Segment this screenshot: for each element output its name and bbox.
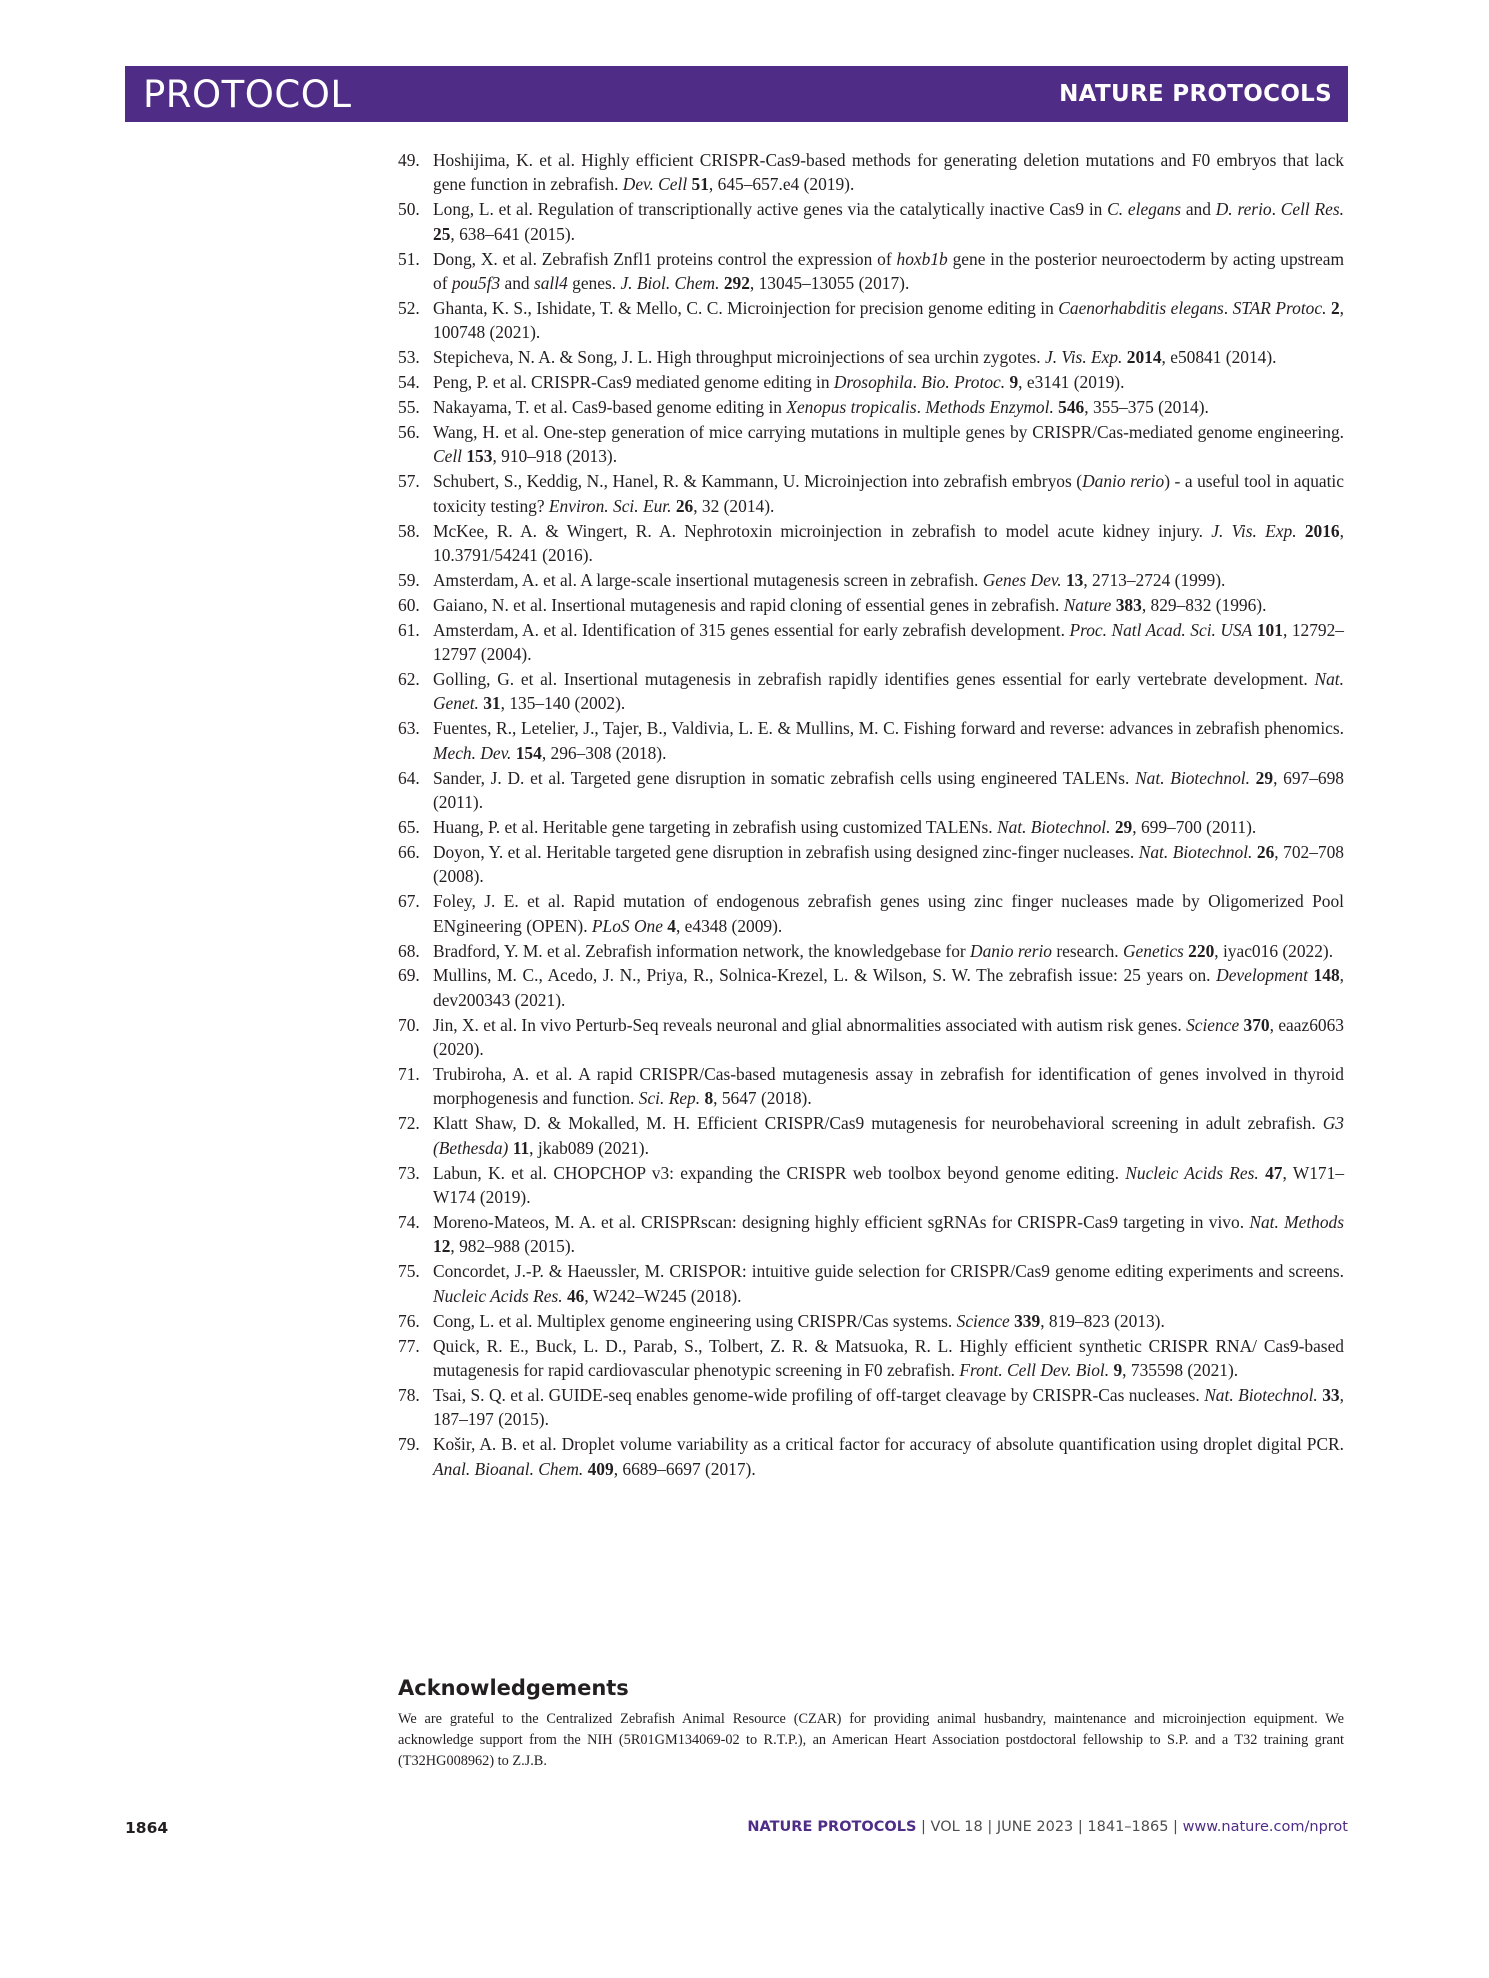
reference-number: 63. (398, 718, 420, 739)
reference-item (398, 716, 1344, 765)
page-number: 1864 (125, 1819, 169, 1837)
reference-text: Peng, P. et al. CRISPR-Cas9 mediated genome editing in (433, 372, 834, 393)
reference-italic: Cell Res. (1280, 199, 1344, 220)
reference-text: , 2713–2724 (1999). (1083, 569, 1226, 590)
footer-pages: 1841–1865 (1087, 1819, 1169, 1835)
reference-number: 55. (398, 397, 420, 418)
reference-item (398, 148, 1344, 197)
reference-text: Doyon, Y. et al. Heritable targeted gene disruption in zebrafish using designed zinc-finger nucleases. (433, 841, 1139, 862)
reference-item (398, 593, 1344, 617)
reference-text: , 187–197 (2015). (433, 1384, 1344, 1430)
reference-volume: 33 (1322, 1384, 1340, 1405)
reference-volume: 31 (483, 693, 501, 714)
reference-italic: Nat. Methods (1249, 1211, 1344, 1232)
reference-item (398, 1210, 1344, 1259)
reference-text: , 829–832 (1996). (1141, 594, 1267, 615)
reference-italic: Anal. Bioanal. Chem. (433, 1458, 584, 1479)
reference-volume: 2 (1330, 297, 1340, 318)
reference-text: Košir, A. B. et al. Droplet volume variability as a critical factor for accuracy of absolute quantification using droplet digital PCR. (433, 1434, 1344, 1455)
reference-text: genes. (567, 273, 621, 294)
reference-text: and (1181, 199, 1216, 220)
reference-volume: 220 (1188, 940, 1215, 961)
reference-item (398, 420, 1344, 469)
reference-text: , 645–657.e4 (2019). (708, 174, 855, 195)
reference-italic: Nucleic Acids Res. (433, 1285, 563, 1306)
reference-item (398, 247, 1344, 296)
reference-italic: sall4 (533, 273, 568, 294)
reference-italic: Science (956, 1310, 1010, 1331)
reference-item (398, 395, 1344, 419)
footer-separator: | (982, 1819, 997, 1835)
reference-text: , 135–140 (2002). (500, 693, 626, 714)
reference-volume: 8 (704, 1088, 714, 1109)
reference-italic: STAR Protoc. (1232, 297, 1327, 318)
reference-volume: 46 (566, 1285, 585, 1306)
reference-italic: C. elegans (1107, 199, 1182, 220)
reference-text: , dev200343 (2021). (433, 965, 1344, 1010)
reference-text: , 910–918 (2013). (492, 446, 618, 467)
reference-italic: J. Biol. Chem. (620, 273, 720, 294)
reference-text: Wang, H. et al. One-step generation of mice carrying mutations in multiple genes by CRISPR/Cas-mediated genome engineering. (433, 421, 1344, 442)
journal-name: NATURE PROTOCOLS (1059, 81, 1332, 107)
reference-text: Golling, G. et al. Insertional mutagenesis in zebrafish rapidly identifies genes essential for early vertebrate development. (433, 669, 1315, 690)
reference-italic: Nat. Biotechnol. (996, 816, 1111, 837)
reference-text: Mullins, M. C., Acedo, J. N., Priya, R., Solnica-Krezel, L. & Wilson, S. W. The zebrafish issue: 25 years on. (433, 965, 1217, 986)
reference-text: Tsai, S. Q. et al. GUIDE-seq enables genome-wide profiling of off-target cleavage by CRISPR-Cas nucleases. (433, 1384, 1205, 1405)
reference-text: , 13045–13055 (2017). (749, 273, 910, 294)
reference-volume: 26 (1256, 841, 1275, 862)
reference-number: 62. (398, 669, 420, 690)
reference-volume: 13 (1065, 569, 1084, 590)
reference-text: , 10.3791/54241 (2016). (433, 520, 1344, 565)
reference-number: 66. (398, 841, 420, 862)
reference-item (398, 568, 1344, 592)
reference-text: Stepicheva, N. A. & Song, J. L. High throughput microinjections of sea urchin zygotes. (433, 347, 1045, 368)
reference-italic: Environ. Sci. Eur. (548, 495, 672, 516)
reference-italic: Xenopus tropicalis (786, 397, 917, 418)
reference-italic: Bio. Protoc. (921, 372, 1006, 393)
reference-italic: Nucleic Acids Res. (1125, 1162, 1259, 1183)
reference-text: , 735598 (2021). (1122, 1359, 1239, 1380)
reference-item (398, 519, 1344, 568)
reference-italic: Science (1186, 1014, 1240, 1035)
reference-volume: 154 (515, 742, 542, 763)
reference-number: 64. (398, 767, 420, 788)
reference-volume: 9 (1113, 1359, 1123, 1380)
reference-italic: Danio rerio (970, 940, 1052, 961)
reference-item (398, 618, 1344, 667)
reference-italic: Proc. Natl Acad. Sci. USA (1069, 619, 1253, 640)
reference-text: Quick, R. E., Buck, L. D., Parab, S., Tolbert, Z. R. & Matsuoka, R. L. Highly efficient synthetic CRISPR RNA/ Cas9-based mutagenesis for rapid cardiovascular phenotypic screening in F0 zebrafish. (433, 1335, 1344, 1380)
reference-item (398, 1062, 1344, 1111)
reference-item (398, 815, 1344, 839)
reference-number: 73. (398, 1162, 420, 1183)
header-bar (125, 66, 1348, 122)
reference-italic: Sci. Rep. (638, 1088, 701, 1109)
reference-item (398, 1383, 1344, 1432)
reference-text: , W171–W174 (2019). (433, 1162, 1345, 1208)
reference-item (398, 766, 1344, 815)
reference-italic: J. Vis. Exp. (1044, 347, 1123, 368)
reference-number: 69. (398, 965, 420, 986)
reference-text: , jkab089 (2021). (529, 1137, 649, 1158)
reference-item (398, 296, 1344, 345)
footer-separator: | (1073, 1819, 1088, 1835)
reference-item (398, 667, 1344, 716)
reference-number: 68. (398, 940, 420, 961)
reference-number: 77. (398, 1335, 420, 1356)
reference-text: Klatt Shaw, D. & Mokalled, M. H. Efficient CRISPR/Cas9 mutagenesis for neurobehavioral screening in adult zebrafish. (433, 1113, 1323, 1134)
reference-text: , 355–375 (2014). (1084, 397, 1209, 418)
footer-volume: VOL 18 (930, 1819, 983, 1835)
reference-text: , 6689–6697 (2017). (613, 1458, 756, 1479)
reference-text: Amsterdam, A. et al. Identification of 315 genes essential for early zebrafish development. (433, 619, 1070, 640)
reference-text: . (1271, 199, 1281, 220)
reference-italic: Nature (1063, 594, 1112, 615)
reference-number: 74. (398, 1211, 420, 1232)
reference-number: 50. (398, 199, 420, 220)
reference-item (398, 197, 1344, 246)
reference-item (398, 1111, 1344, 1160)
reference-number: 75. (398, 1261, 420, 1282)
reference-volume: 12 (433, 1236, 451, 1257)
reference-text: , e3141 (2019). (1018, 372, 1125, 393)
reference-text: , 982–988 (2015). (450, 1236, 576, 1257)
reference-italic: pou5f3 (451, 273, 501, 294)
reference-text: , 819–823 (2013). (1040, 1310, 1165, 1331)
reference-number: 59. (398, 569, 420, 590)
reference-italic: Genes Dev. (982, 569, 1062, 590)
reference-text: Foley, J. E. et al. Rapid mutation of endogenous zebrafish genes using zinc finger nucleases made by Oligomerized Pool ENgineering (OPEN). (433, 891, 1344, 936)
reference-text: . (1223, 297, 1233, 318)
reference-italic: Genetics (1122, 940, 1184, 961)
reference-text: ) - a useful tool in aquatic toxicity testing? (433, 471, 1344, 516)
reference-list (398, 148, 1344, 1481)
reference-item (398, 840, 1344, 889)
reference-italic: Nat. Biotechnol. (1138, 841, 1253, 862)
reference-italic: Methods Enzymol. (925, 397, 1054, 418)
acknowledgements-text: We are grateful to the Centralized Zebrafish Animal Resource (CZAR) for providing animal husbandry, maintenance and microinjection equipment. We acknowledge support from the NIH (5R01GM134069-02 to R.T.P.), an American Heart Association postdoctoral fellowship to S.P. and a T32 training grant (T32HG008962) to Z.J.B. (398, 1711, 1344, 1769)
reference-volume: 11 (512, 1137, 530, 1158)
reference-volume: 9 (1009, 372, 1019, 393)
reference-item (398, 963, 1344, 1012)
reference-item (398, 1432, 1344, 1481)
reference-text: . (916, 397, 926, 418)
reference-text: , e50841 (2014). (1161, 347, 1277, 368)
reference-text: , 638–641 (2015). (450, 223, 576, 244)
reference-text: Cong, L. et al. Multiplex genome engineering using CRISPR/Cas systems. (433, 1310, 957, 1331)
reference-italic: Mech. Dev. (433, 742, 512, 763)
reference-italic: Cell (433, 446, 462, 467)
reference-volume: 29 (1255, 767, 1274, 788)
reference-text: , iyac016 (2022). (1214, 940, 1334, 961)
footer-separator: | (1168, 1819, 1183, 1835)
reference-number: 56. (398, 421, 420, 442)
reference-italic: D. rerio (1215, 199, 1272, 220)
reference-number: 65. (398, 816, 420, 837)
reference-volume: 370 (1243, 1014, 1270, 1035)
reference-text: , W242–W245 (2018). (584, 1285, 742, 1306)
reference-text: McKee, R. A. & Wingert, R. A. Nephrotoxin microinjection in zebrafish to model acute kidney injury. (433, 520, 1212, 541)
reference-number: 76. (398, 1310, 420, 1331)
reference-item (398, 1334, 1344, 1383)
footer-separator: | (916, 1819, 931, 1835)
acknowledgements-heading: Acknowledgements (398, 1676, 629, 1700)
reference-italic: J. Vis. Exp. (1211, 520, 1297, 541)
reference-number: 53. (398, 347, 420, 368)
reference-volume: 2014 (1126, 347, 1162, 368)
reference-italic: Nat. Biotechnol. (1135, 767, 1250, 788)
reference-volume: 153 (466, 446, 493, 467)
section-label: PROTOCOL (143, 72, 352, 116)
reference-text (1297, 521, 1305, 541)
reference-text: . (912, 372, 922, 393)
reference-text: Hoshijima, K. et al. Highly efficient CRISPR-Cas9-based methods for generating deletion mutations and F0 embryos that lack gene function in zebrafish. (433, 150, 1344, 195)
reference-text: Huang, P. et al. Heritable gene targeting in zebrafish using customized TALENs. (433, 816, 997, 837)
reference-italic: Development (1216, 965, 1308, 986)
reference-volume: 101 (1256, 619, 1283, 640)
reference-text: , 697–698 (2011). (433, 767, 1344, 813)
reference-text: , 12792–12797 (2004). (433, 619, 1345, 665)
reference-text: , 5647 (2018). (713, 1088, 812, 1109)
reference-text: Gaiano, N. et al. Insertional mutagenesis and rapid cloning of essential genes in zebrafish. (433, 594, 1064, 615)
reference-italic: Nat. Genet. (433, 669, 1344, 714)
reference-item (398, 345, 1344, 369)
reference-volume: 47 (1265, 1162, 1283, 1183)
reference-text: Fuentes, R., Letelier, J., Tajer, B., Valdivia, L. E. & Mullins, M. C. Fishing forward and reverse: advances in zebrafish phenomics. (433, 718, 1344, 739)
reference-volume: 409 (587, 1458, 614, 1479)
reference-text: Schubert, S., Keddig, N., Hanel, R. & Kammann, U. Microinjection into zebrafish embryos ( (433, 471, 1083, 492)
reference-text: Sander, J. D. et al. Targeted gene disruption in somatic zebrafish cells using engineered TALENs. (433, 767, 1136, 788)
reference-text: research. (1052, 940, 1123, 961)
reference-volume: 292 (723, 273, 750, 294)
footer-citation (747, 1819, 1348, 1835)
reference-text: Nakayama, T. et al. Cas9-based genome editing in (433, 397, 787, 418)
reference-volume: 546 (1058, 397, 1085, 418)
reference-number: 52. (398, 297, 420, 318)
reference-italic: Danio rerio (1082, 471, 1165, 492)
reference-volume: 26 (675, 495, 694, 516)
reference-text: , 702–708 (2008). (433, 841, 1344, 887)
reference-text: Amsterdam, A. et al. A large-scale insertional mutagenesis screen in zebrafish. (433, 569, 983, 590)
reference-number: 54. (398, 372, 420, 393)
reference-text: Ghanta, K. S., Ishidate, T. & Mello, C. C. Microinjection for precision genome editing in (433, 297, 1059, 318)
reference-text: , 296–308 (2018). (541, 742, 667, 763)
reference-italic: Drosophila (833, 372, 913, 393)
reference-number: 67. (398, 891, 420, 912)
reference-number: 58. (398, 520, 420, 541)
reference-number: 78. (398, 1384, 420, 1405)
footer-url-link[interactable]: www.nature.com/nprot (1182, 1819, 1348, 1835)
reference-text: Dong, X. et al. Zebrafish Znfl1 proteins control the expression of (433, 248, 897, 269)
reference-item (398, 1161, 1344, 1210)
reference-item (398, 1013, 1344, 1062)
reference-italic: Nat. Biotechnol. (1204, 1384, 1318, 1405)
reference-volume: 383 (1115, 594, 1142, 615)
reference-text: , eaaz6063 (2020). (433, 1014, 1344, 1060)
reference-italic: hoxb1b (896, 248, 948, 269)
reference-volume: 4 (667, 915, 676, 936)
reference-text: Trubiroha, A. et al. A rapid CRISPR/Cas-based mutagenesis assay in zebrafish for identification of genes involved in thyroid morphogenesis and function. (433, 1064, 1344, 1109)
reference-text: , 32 (2014). (693, 495, 775, 516)
reference-item (398, 889, 1344, 938)
reference-italic: PLoS One (591, 915, 663, 936)
reference-item (398, 469, 1344, 518)
reference-volume: 339 (1014, 1310, 1041, 1331)
reference-volume: 29 (1114, 816, 1133, 837)
reference-number: 79. (398, 1434, 420, 1455)
reference-number: 60. (398, 594, 420, 615)
reference-italic: Dev. Cell (622, 174, 688, 195)
reference-number: 51. (398, 248, 420, 269)
reference-text: Bradford, Y. M. et al. Zebrafish information network, the knowledgebase for (433, 940, 971, 961)
footer-journal: NATURE PROTOCOLS (747, 1819, 917, 1835)
reference-number: 61. (398, 619, 420, 640)
reference-italic: Caenorhabditis elegans (1058, 297, 1224, 318)
reference-text: Moreno-Mateos, M. A. et al. CRISPRscan: designing highly efficient sgRNAs for CRISPR-Cas9 targeting in vivo. (433, 1211, 1250, 1232)
reference-item (398, 1309, 1344, 1333)
reference-text: gene in the posterior neuroectoderm by acting upstream of (433, 248, 1344, 294)
reference-italic: Front. Cell Dev. Biol. (959, 1359, 1110, 1380)
reference-text: , 100748 (2021). (433, 297, 1344, 343)
reference-number: 71. (398, 1064, 420, 1085)
reference-number: 72. (398, 1113, 420, 1134)
footer-issue: JUNE 2023 (996, 1819, 1074, 1835)
reference-text: and (500, 273, 534, 294)
reference-italic: G3 (Bethesda) (433, 1113, 1344, 1158)
reference-volume: 148 (1313, 965, 1340, 986)
reference-text: Jin, X. et al. In vivo Perturb-Seq reveals neuronal and glial abnormalities associated with autism risk genes. (433, 1014, 1187, 1035)
reference-number: 70. (398, 1014, 420, 1035)
reference-volume: 51 (691, 174, 709, 195)
reference-number: 49. (398, 150, 420, 170)
reference-volume: 25 (433, 223, 451, 244)
reference-number: 57. (398, 471, 420, 492)
reference-text: Long, L. et al. Regulation of transcriptionally active genes via the catalytically inactive Cas9 in (433, 199, 1108, 220)
reference-text: Labun, K. et al. CHOPCHOP v3: expanding the CRISPR web toolbox beyond genome editing. (433, 1162, 1126, 1183)
reference-item (398, 939, 1344, 963)
reference-item (398, 370, 1344, 394)
reference-text: , 699–700 (2011). (1132, 816, 1257, 837)
reference-text: Concordet, J.-P. & Haeussler, M. CRISPOR: intuitive guide selection for CRISPR/Cas9 genome editing experiments and screens. (433, 1261, 1344, 1282)
reference-volume: 2016 (1304, 520, 1340, 541)
reference-text: , e4348 (2009). (675, 915, 783, 936)
reference-item (398, 1259, 1344, 1308)
